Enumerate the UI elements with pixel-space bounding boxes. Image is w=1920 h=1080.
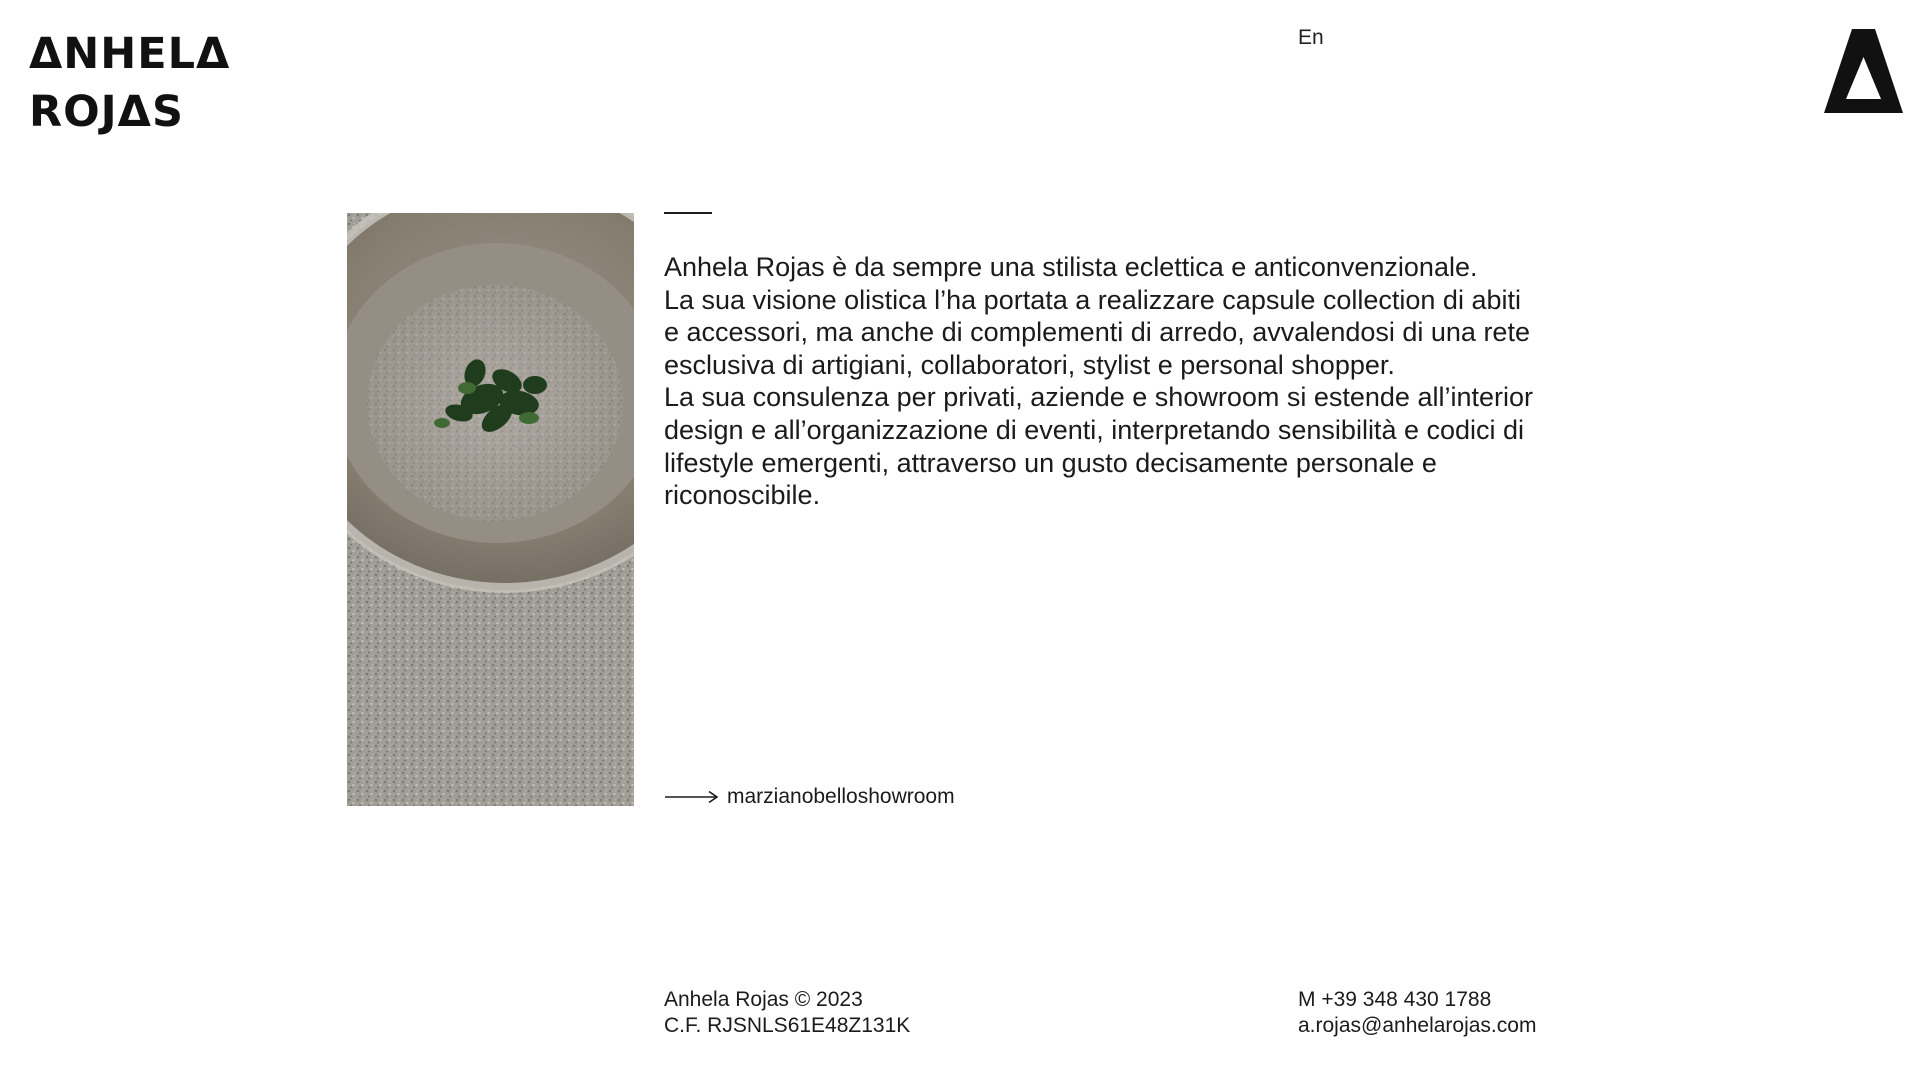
bio-line: La sua visione olistica l’ha portata a realizzare capsule collection di abiti xyxy=(664,284,1521,315)
email-link[interactable]: a.rojas@anhelarojas.com xyxy=(1298,1014,1537,1037)
long-arrow-right-icon xyxy=(664,790,719,804)
showroom-link-label: marzianobelloshowroom xyxy=(727,785,955,808)
bio-line: esclusiva di artigiani, collaboratori, stylist e personal shopper. xyxy=(664,349,1395,380)
bio-line: Anhela Rojas è da sempre una stilista eclettica e anticonvenzionale. xyxy=(664,252,1478,282)
logo-line-1: ΔNHELΔ xyxy=(29,29,231,79)
copyright-text: Anhela Rojas © 2023 xyxy=(664,988,863,1011)
stone-bowl-with-leaves-image xyxy=(347,213,634,806)
showroom-link[interactable] xyxy=(664,785,955,809)
footer-contact xyxy=(1298,987,1536,1039)
bio-line: lifestyle emergenti, attraverso un gusto decisamente personale e xyxy=(664,447,1437,478)
bio-line: e accessori, ma anche di complementi di arredo, avvalendosi di una rete xyxy=(664,317,1530,348)
bio-line: La sua consulenza per privati, aziende e showroom si estende all’interior xyxy=(664,382,1533,413)
tax-code-text: C.F. RJSNLS61E48Z131K xyxy=(664,1014,911,1037)
phone-link[interactable]: M +39 348 430 1788 xyxy=(1298,988,1492,1011)
delta-logo-mark-icon[interactable] xyxy=(1824,29,1903,113)
section-divider xyxy=(664,212,712,214)
bio-text xyxy=(664,251,1594,512)
bio-line: riconoscibile. xyxy=(664,480,821,511)
footer-legal xyxy=(664,987,910,1039)
site-logo[interactable] xyxy=(29,25,230,141)
language-switch-link[interactable]: En xyxy=(1298,26,1324,49)
bio-line: design e all’organizzazione di eventi, interpretando sensibilità e codici di xyxy=(664,414,1525,445)
logo-line-2: ROJΔS xyxy=(29,87,184,137)
